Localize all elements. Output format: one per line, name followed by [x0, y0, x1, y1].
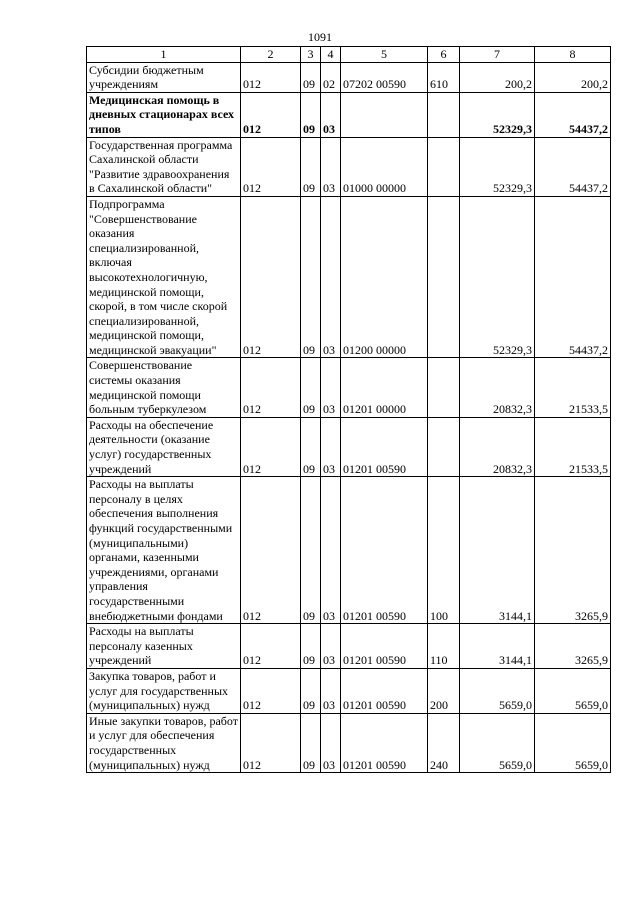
table-row: [87, 668, 611, 713]
ministry-code-cell: 012: [241, 137, 301, 196]
amount-year1-cell: 5659,0: [460, 713, 535, 772]
ministry-code-cell: 012: [241, 668, 301, 713]
ministry-code-cell: 012: [241, 477, 301, 624]
subsection-code-cell: 03: [321, 137, 341, 196]
target-code-cell: 01201 00000: [341, 358, 428, 417]
expense-type-cell: 610: [428, 62, 460, 92]
section-code-cell: 09: [301, 62, 321, 92]
ministry-code-cell: 012: [241, 624, 301, 669]
subsection-code-cell: 03: [321, 196, 341, 358]
amount-year2-cell: 21533,5: [535, 417, 611, 476]
table-row: [87, 137, 611, 196]
amount-year1-cell: 20832,3: [460, 358, 535, 417]
amount-year1-cell: 20832,3: [460, 417, 535, 476]
expense-name-cell: Подпрограмма "Совершенствование оказания специализированной, включая высокотехнологичную, медицинской помощи, скорой, в том числе скорой специализированной, медицинской помощи, медицинской эвакуации": [87, 196, 241, 358]
target-code-cell: 01201 00590: [341, 417, 428, 476]
expense-name-cell: Медицинская помощь в дневных стационарах всех типов: [87, 92, 241, 137]
expense-name-cell: Расходы на обеспечение деятельности (оказание услуг) государственных учреждений: [87, 417, 241, 476]
table-row: [87, 196, 611, 358]
ministry-code-cell: 012: [241, 417, 301, 476]
subsection-code-cell: 03: [321, 417, 341, 476]
amount-year2-cell: 3265,9: [535, 477, 611, 624]
expense-type-cell: [428, 196, 460, 358]
table-row: [87, 62, 611, 92]
expense-type-cell: [428, 137, 460, 196]
section-code-cell: 09: [301, 624, 321, 669]
table-row: [87, 417, 611, 476]
subsection-code-cell: 03: [321, 624, 341, 669]
table-row: [87, 713, 611, 772]
subsection-code-cell: 03: [321, 668, 341, 713]
ministry-code-cell: 012: [241, 196, 301, 358]
header-cell: 8: [535, 47, 611, 63]
amount-year2-cell: 21533,5: [535, 358, 611, 417]
target-code-cell: 01000 00000: [341, 137, 428, 196]
ministry-code-cell: 012: [241, 92, 301, 137]
section-code-cell: 09: [301, 137, 321, 196]
amount-year1-cell: 3144,1: [460, 477, 535, 624]
subsection-code-cell: 03: [321, 477, 341, 624]
ministry-code-cell: 012: [241, 713, 301, 772]
expense-name-cell: Государственная программа Сахалинской области "Развитие здравоохранения в Сахалинской области": [87, 137, 241, 196]
expense-name-cell: Субсидии бюджетным учреждениям: [87, 62, 241, 92]
expense-type-cell: [428, 358, 460, 417]
section-code-cell: 09: [301, 417, 321, 476]
subsection-code-cell: 03: [321, 92, 341, 137]
table-row: [87, 624, 611, 669]
header-cell: 2: [241, 47, 301, 63]
amount-year1-cell: 3144,1: [460, 624, 535, 669]
section-code-cell: 09: [301, 196, 321, 358]
target-code-cell: 01201 00590: [341, 668, 428, 713]
section-code-cell: 09: [301, 477, 321, 624]
header-row: [87, 47, 611, 63]
header-cell: 1: [87, 47, 241, 63]
target-code-cell: 01200 00000: [341, 196, 428, 358]
amount-year2-cell: 54437,2: [535, 196, 611, 358]
amount-year2-cell: 54437,2: [535, 92, 611, 137]
amount-year1-cell: 200,2: [460, 62, 535, 92]
expense-type-cell: 200: [428, 668, 460, 713]
expense-name-cell: Расходы на выплаты персоналу в целях обеспечения выполнения функций государственными (муниципальными) органами, казенными учреждениями, органами управления государственными внебюджетными фондами: [87, 477, 241, 624]
table-row: [87, 92, 611, 137]
expense-name-cell: Закупка товаров, работ и услуг для государственных (муниципальных) нужд: [87, 668, 241, 713]
expense-name-cell: Расходы на выплаты персоналу казенных учреждений: [87, 624, 241, 669]
expense-name-cell: Иные закупки товаров, работ и услуг для обеспечения государственных (муниципальных) нужд: [87, 713, 241, 772]
subsection-code-cell: 03: [321, 713, 341, 772]
header-cell: 3: [301, 47, 321, 63]
subsection-code-cell: 03: [321, 358, 341, 417]
ministry-code-cell: 012: [241, 358, 301, 417]
expense-type-cell: 110: [428, 624, 460, 669]
amount-year2-cell: 5659,0: [535, 668, 611, 713]
target-code-cell: 01201 00590: [341, 477, 428, 624]
amount-year1-cell: 52329,3: [460, 137, 535, 196]
amount-year1-cell: 5659,0: [460, 668, 535, 713]
amount-year2-cell: 3265,9: [535, 624, 611, 669]
amount-year2-cell: 54437,2: [535, 137, 611, 196]
table-row: [87, 477, 611, 624]
header-cell: 5: [341, 47, 428, 63]
expense-type-cell: 240: [428, 713, 460, 772]
table-row: [87, 358, 611, 417]
target-code-cell: [341, 92, 428, 137]
amount-year1-cell: 52329,3: [460, 92, 535, 137]
target-code-cell: 07202 00590: [341, 62, 428, 92]
target-code-cell: 01201 00590: [341, 624, 428, 669]
header-cell: 4: [321, 47, 341, 63]
section-code-cell: 09: [301, 358, 321, 417]
header-cell: 6: [428, 47, 460, 63]
expense-type-cell: 100: [428, 477, 460, 624]
subsection-code-cell: 02: [321, 62, 341, 92]
amount-year2-cell: 200,2: [535, 62, 611, 92]
amount-year2-cell: 5659,0: [535, 713, 611, 772]
header-cell: 7: [460, 47, 535, 63]
budget-table: [86, 46, 611, 773]
section-code-cell: 09: [301, 668, 321, 713]
expense-type-cell: [428, 417, 460, 476]
expense-name-cell: Совершенствование системы оказания медицинской помощи больным туберкулезом: [87, 358, 241, 417]
section-code-cell: 09: [301, 713, 321, 772]
ministry-code-cell: 012: [241, 62, 301, 92]
amount-year1-cell: 52329,3: [460, 196, 535, 358]
page-number: 1091: [308, 30, 332, 44]
expense-type-cell: [428, 92, 460, 137]
section-code-cell: 09: [301, 92, 321, 137]
target-code-cell: 01201 00590: [341, 713, 428, 772]
